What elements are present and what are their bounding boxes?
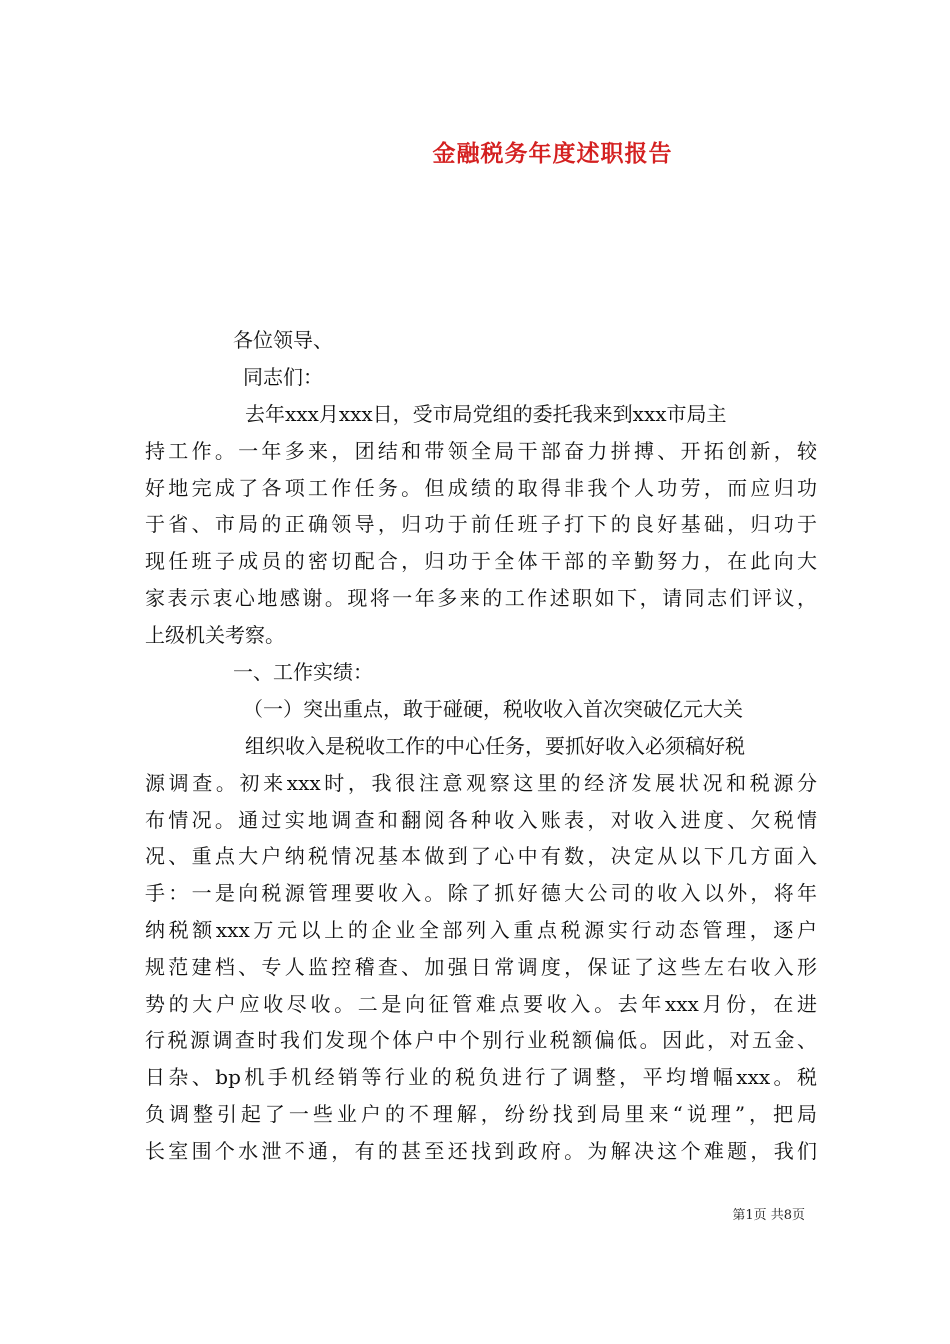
paragraph-line: 行税源调查时我们发现个体户中个别行业税额偏低。因此，对五金、 <box>145 1028 817 1053</box>
paragraph-revenue <box>145 728 817 1170</box>
page-number-footer: 第1页 共8页 <box>732 1208 805 1223</box>
paragraph-line: 负调整引起了一些业户的不理解，纷纷找到局里来“说理”，把局 <box>145 1101 817 1126</box>
greeting-comrades: 同志们： <box>243 364 323 389</box>
heading-work-results: 一、工作实绩： <box>233 660 373 684</box>
paragraph-line: 日杂、bp机手机经销等行业的税负进行了调整，平均增幅xxx。税 <box>145 1065 817 1090</box>
paragraph-line: 家表示衷心地感谢。现将一年多来的工作述职如下，请同志们评议， <box>145 585 817 610</box>
paragraph-line: 持工作。一年多来，团结和带领全局干部奋力拼搏、开拓创新，较 <box>145 438 817 463</box>
paragraph-line: 源调查。初来xxx时，我很注意观察这里的经济发展状况和税源分 <box>145 770 817 795</box>
document-title: 金融税务年度述职报告 <box>432 140 673 167</box>
paragraph-line: 手：一是向税源管理要收入。除了抓好德大公司的收入以外，将年 <box>145 881 817 906</box>
greeting-block <box>145 322 817 396</box>
paragraph-line: 长室围个水泄不通，有的甚至还找到政府。为解决这个难题，我们 <box>145 1138 817 1163</box>
paragraph-line: 组织收入是税收工作的中心任务，要抓好收入必须稿好税 <box>245 734 745 758</box>
paragraph-line: 势的大户应收尽收。二是向征管难点要收入。去年xxx月份，在进 <box>145 991 817 1016</box>
paragraph-line: 上级机关考察。 <box>145 622 285 647</box>
paragraph-line: 规范建档、专人监控稽查、加强日常调度，保证了这些左右收入形 <box>145 954 817 979</box>
section-headings <box>145 654 817 728</box>
paragraph-line: 布情况。通过实地调查和翻阅各种收入账表，对收入进度、欠税情 <box>145 807 817 832</box>
paragraph-line: 好地完成了各项工作任务。但成绩的取得非我个人功劳，而应归功 <box>145 475 817 500</box>
paragraph-line: 况、重点大户纳税情况基本做到了心中有数，决定从以下几方面入 <box>145 844 817 869</box>
paragraph-line: 去年xxx月xxx日，受市局党组的委托我来到xxx市局主 <box>245 402 727 426</box>
greeting-leaders: 各位领导、 <box>233 328 333 352</box>
paragraph-line: 于省、市局的正确领导，归功于前任班子打下的良好基础，归功于 <box>145 512 817 537</box>
heading-subsection-1: （一）突出重点，敢于碰硬，税收收入首次突破亿元大关 <box>243 696 743 721</box>
paragraph-line: 纳税额xxx万元以上的企业全部列入重点税源实行动态管理，逐户 <box>145 917 817 942</box>
paragraph-line: 现任班子成员的密切配合，归功于全体干部的辛勤努力，在此向大 <box>145 549 817 574</box>
paragraph-intro <box>145 396 817 654</box>
